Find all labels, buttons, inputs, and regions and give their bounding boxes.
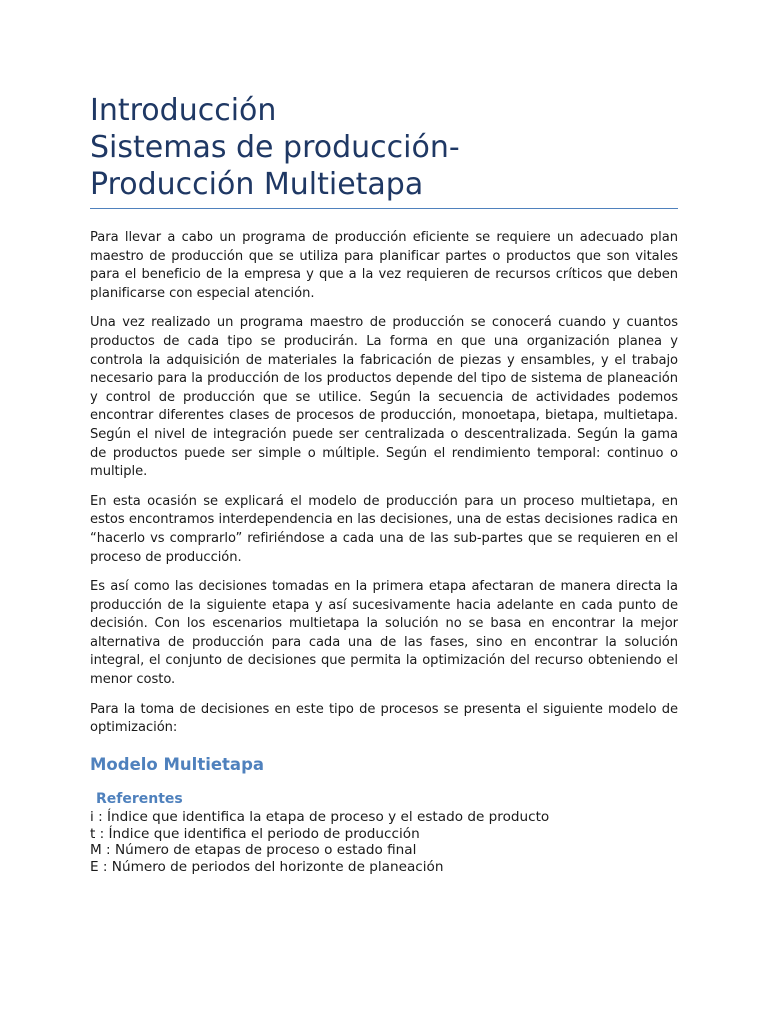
document-title	[90, 92, 678, 209]
document-page	[90, 92, 678, 876]
title-line-sistemas: Sistemas de producción-	[90, 130, 460, 165]
paragraph-programa-maestro: Una vez realizado un programa maestro de producción se conocerá cuando y cuantos productos de cada tipo se producirán. La forma en que una organización planea y controla la adquisición de materiales la fabricación de piezas y ensambles, y el trabajo necesario para la producción de los productos depende del tipo de sistema de planeación y control de producción que se utilice. Según la secuencia de actividades podemos encontrar diferentes clases de procesos de producción, monoetapa, bietapa, multietapa. Según el nivel de integración puede ser centralizada o descentralizada. Según la gama de productos puede ser simple o múltiple. Según el rendimiento temporal: continuo o multiple.	[90, 315, 678, 480]
body-text	[90, 229, 678, 738]
list-item: M : Número de etapas de proceso o estado final	[90, 842, 417, 859]
referentes-list	[90, 809, 678, 876]
paragraph-ocasion: En esta ocasión se explicará el modelo de producción para un proceso multietapa, en estos encontramos interdependencia en las decisiones, una de estas decisiones radica en “hacerlo vs comprarlo” refiriéndose a cada una de las sub-partes que se requieren en el proceso de producción.	[90, 493, 678, 565]
list-item: i : Índice que identifica la etapa de proceso y el estado de producto	[90, 808, 550, 825]
list-item: t : Índice que identifica el periodo de producción	[90, 825, 420, 842]
title-line-multietapa: Producción Multietapa	[90, 167, 424, 202]
paragraph-plan-maestro: Para llevar a cabo un programa de producción eficiente se requiere un adecuado plan maestro de producción que se utiliza para planificar partes o productos que son vitales para el beneficio de la empresa y que a la vez requieren de recursos críticos que deben planificarse con especial atención.	[90, 230, 678, 301]
section-heading-modelo: Modelo Multietapa	[90, 754, 265, 774]
title-line-introduccion: Introducción	[90, 93, 277, 128]
list-item: E : Número de periodos del horizonte de planeación	[90, 859, 444, 876]
subheading-referentes: Referentes	[96, 790, 183, 807]
paragraph-toma-decisiones: Para la toma de decisiones en este tipo de procesos se presenta el siguiente modelo de optimización:	[90, 701, 678, 736]
paragraph-decisiones: Es así como las decisiones tomadas en la primera etapa afectaran de manera directa la producción de la siguiente etapa y así sucesivamente hacia adelante en cada punto de decisión. Con los escenarios multietapa la solución no se basa en encontrar la mejor alternativa de producción para cada una de las fases, sino en encontrar la solución integral, el conjunto de decisiones que permita la optimización del recurso obteniendo el menor costo.	[90, 579, 678, 688]
